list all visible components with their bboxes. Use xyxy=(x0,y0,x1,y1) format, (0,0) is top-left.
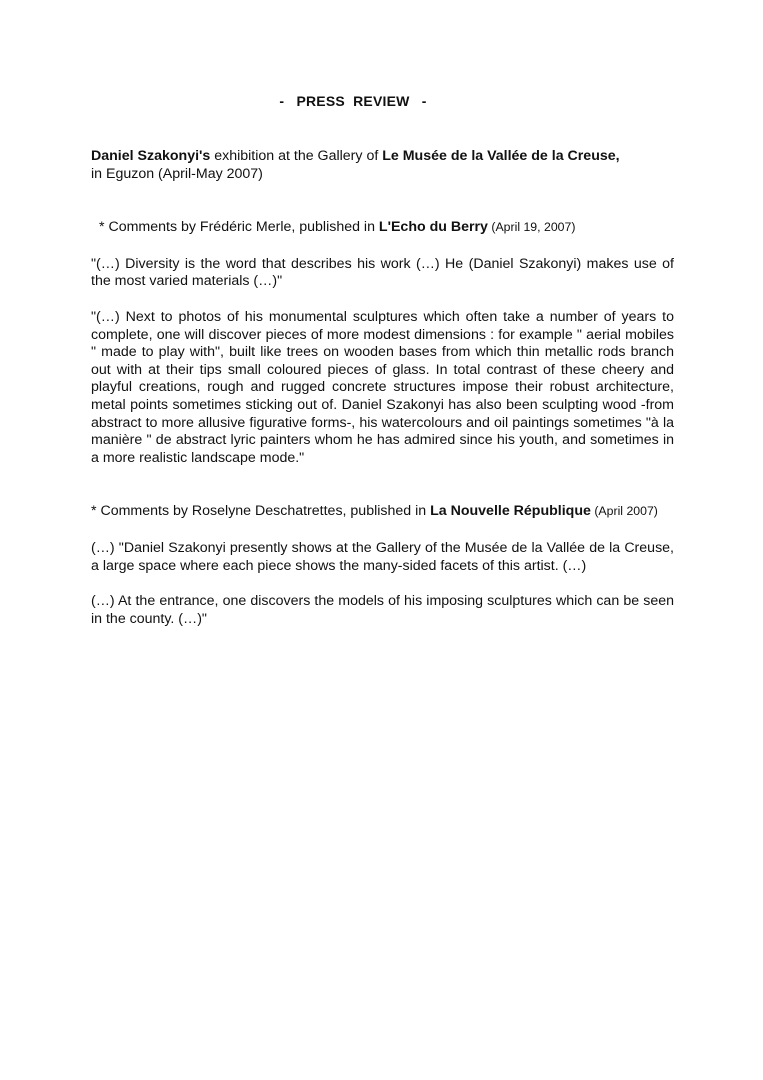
artist-name: Daniel Szakonyi's xyxy=(91,148,211,164)
comment-1-header xyxy=(91,219,674,237)
comment-2-paragraph-2: (…) At the entrance, one discovers the models of his imposing sculptures which can be seen in the county. (…)" xyxy=(91,593,674,627)
intro-text-2: in Eguzon (April-May 2007) xyxy=(91,165,263,182)
comment-2-date: (April 2007) xyxy=(590,504,658,519)
comment-1-paragraph-1: "(…) Diversity is the word that describes his work (…) He (Daniel Szakonyi) makes use of the most varied materials (…)" xyxy=(91,255,674,290)
comment-2-paragraph-1: (…) "Daniel Szakonyi presently shows at the Gallery of the Musée de la Vallée de la Creuse, a large space where each piece shows the many-sided facets of this artist. (…) xyxy=(91,539,674,574)
intro-text-1: exhibition at the Gallery of xyxy=(210,148,383,164)
comment-2-publication: La Nouvelle République xyxy=(430,503,591,520)
comment-1-prefix: * Comments by Frédéric Merle, published in xyxy=(99,219,379,236)
comment-2-prefix: * Comments by Roselyne Deschatrettes, published in xyxy=(91,503,431,520)
venue-name: Le Musée de la Vallée de la Creuse, xyxy=(382,148,620,164)
comment-1-publication: L'Echo du Berry xyxy=(378,219,488,236)
exhibition-intro xyxy=(91,148,674,183)
document-body xyxy=(91,148,674,628)
comment-1-date: (April 19, 2007) xyxy=(487,220,576,235)
page-title: - PRESS REVIEW - xyxy=(279,93,427,109)
comment-1-paragraph-2: "(…) Next to photos of his monumental sculptures which often take a number of years to complete, one will discover pieces of more modest dimensions : for example " aerial mobiles " made to play with", built like trees on wooden bases from which thin metallic rods branch out with at their tips small coloured pieces of glass. In total contrast of these cheery and playful creations, rough and rugged concrete structures impose their robust architecture, metal points sometimes sticking out of. Daniel Szakonyi has also been sculpting wood -from abstract to more allusive figurative forms-, his watercolours and oil paintings sometimes "à la manière " de abstract lyric painters whom he has admired since his youth, and sometimes in a more realistic landscape mode." xyxy=(91,308,674,466)
comment-2-header xyxy=(91,503,674,521)
